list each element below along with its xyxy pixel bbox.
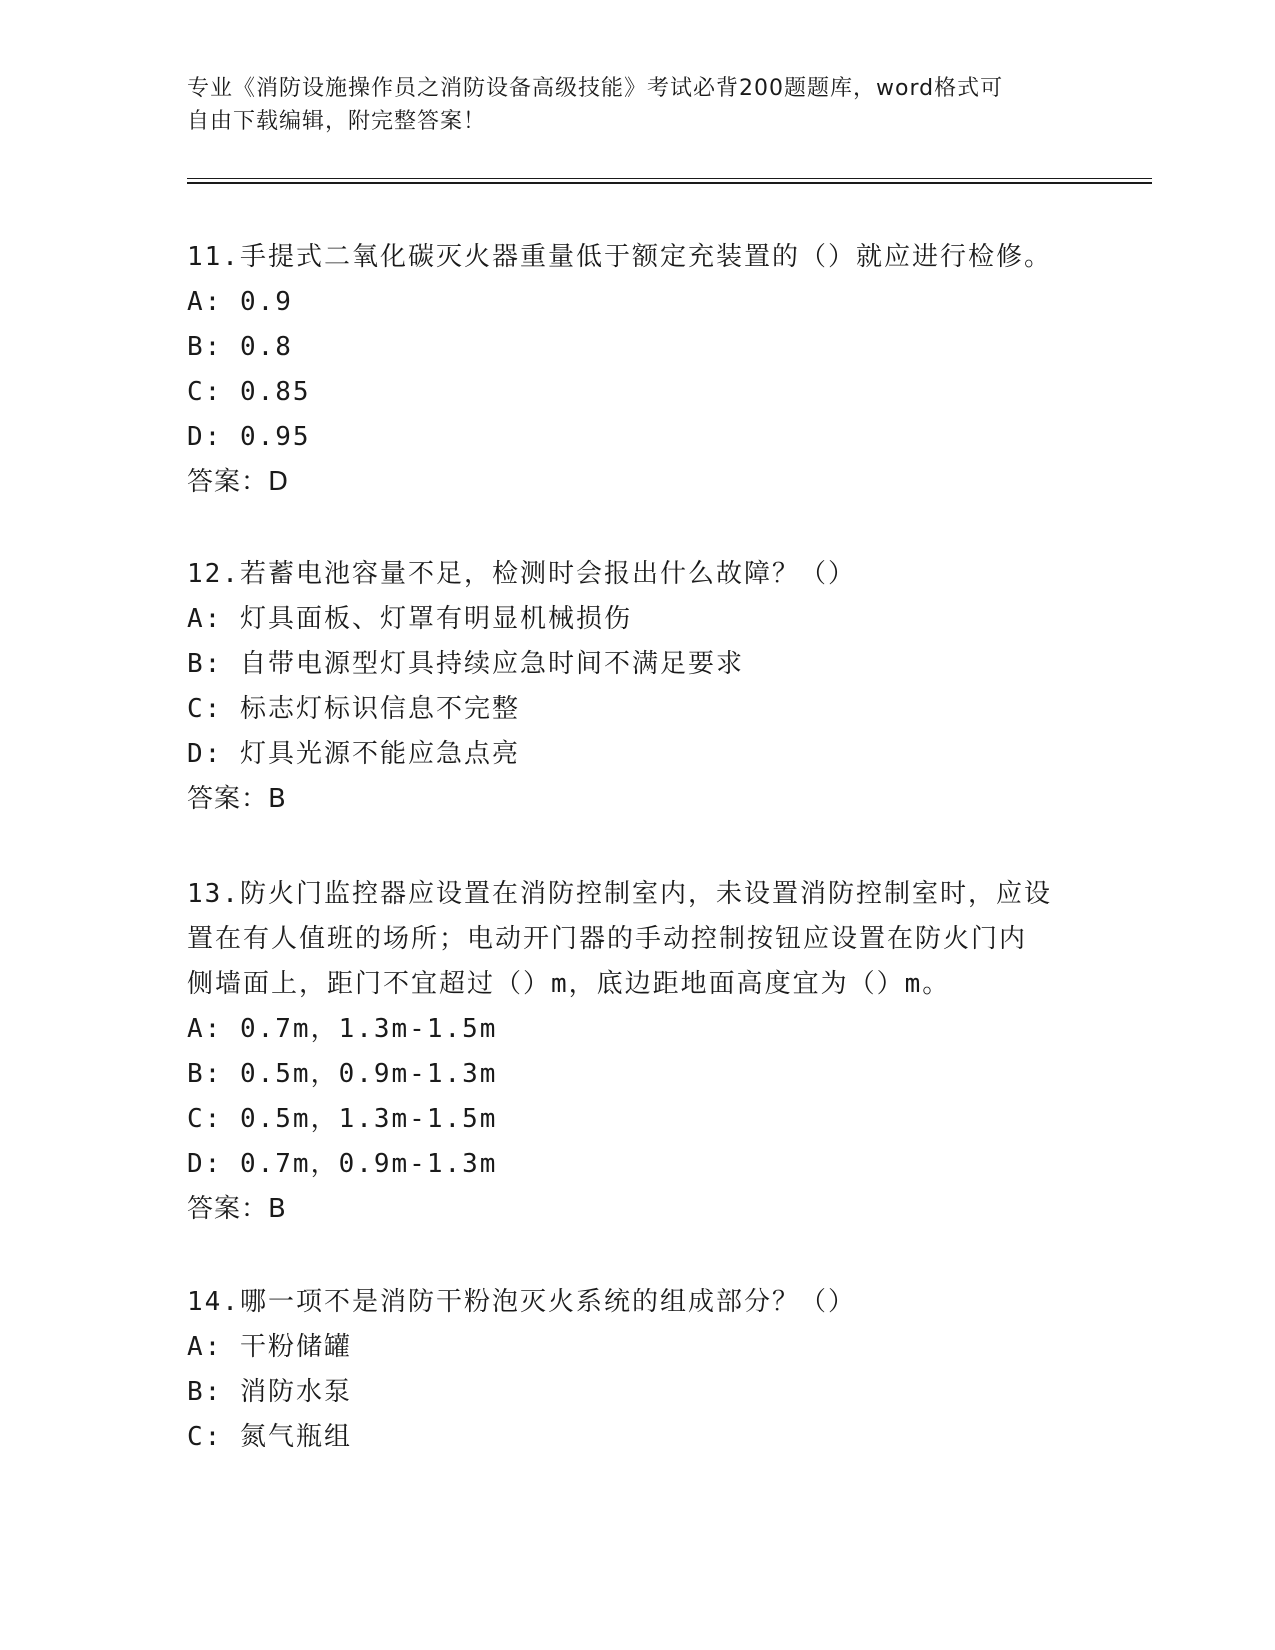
- answer: 答案：D: [187, 467, 290, 497]
- option-b: B: 0.8: [187, 332, 293, 362]
- option-c: C: 0.85: [187, 377, 311, 407]
- option-c: C: 氮气瓶组: [187, 1422, 352, 1452]
- question-11: [187, 235, 1087, 505]
- header-line-1: 专业《消防设施操作员之消防设备高级技能》考试必背200题题库，word格式可: [187, 76, 1004, 101]
- option-b: B: 0.5m，0.9m-1.3m: [187, 1059, 498, 1089]
- option-a: A: 灯具面板、灯罩有明显机械损伤: [187, 604, 632, 634]
- answer: 答案：B: [187, 1194, 287, 1224]
- question-13: [187, 872, 1087, 1232]
- option-a: A: 干粉储罐: [187, 1332, 352, 1362]
- question-stem-line-1: 13.防火门监控器应设置在消防控制室内，未设置消防控制室时，应设: [187, 879, 1052, 909]
- question-stem-line-2: 置在有人值班的场所；电动开门器的手动控制按钮应设置在防火门内: [187, 924, 1028, 954]
- question-stem: 11.手提式二氧化碳灭火器重量低于额定充装置的（）就应进行检修。: [187, 242, 1052, 272]
- option-b: B: 消防水泵: [187, 1377, 352, 1407]
- question-stem: 14.哪一项不是消防干粉泡灭火系统的组成部分？（）: [187, 1287, 856, 1317]
- answer: 答案：B: [187, 784, 287, 814]
- question-stem-line-3: 侧墙面上，距门不宜超过（）m，底边距地面高度宜为（）m。: [187, 969, 951, 999]
- header-divider-thick: [187, 182, 1152, 184]
- question-12: [187, 552, 1087, 822]
- document-header: [187, 72, 1067, 138]
- option-a: A: 0.7m，1.3m-1.5m: [187, 1014, 498, 1044]
- option-d: D: 灯具光源不能应急点亮: [187, 739, 520, 769]
- option-d: D: 0.95: [187, 422, 311, 452]
- question-14: [187, 1280, 1087, 1460]
- question-stem: 12.若蓄电池容量不足，检测时会报出什么故障？（）: [187, 559, 856, 589]
- option-c: C: 标志灯标识信息不完整: [187, 694, 520, 724]
- option-b: B: 自带电源型灯具持续应急时间不满足要求: [187, 649, 744, 679]
- option-c: C: 0.5m，1.3m-1.5m: [187, 1104, 498, 1134]
- header-divider-thin: [187, 178, 1152, 179]
- option-a: A: 0.9: [187, 287, 293, 317]
- header-line-2: 自由下载编辑，附完整答案！: [187, 109, 487, 134]
- option-d: D: 0.7m，0.9m-1.3m: [187, 1149, 498, 1179]
